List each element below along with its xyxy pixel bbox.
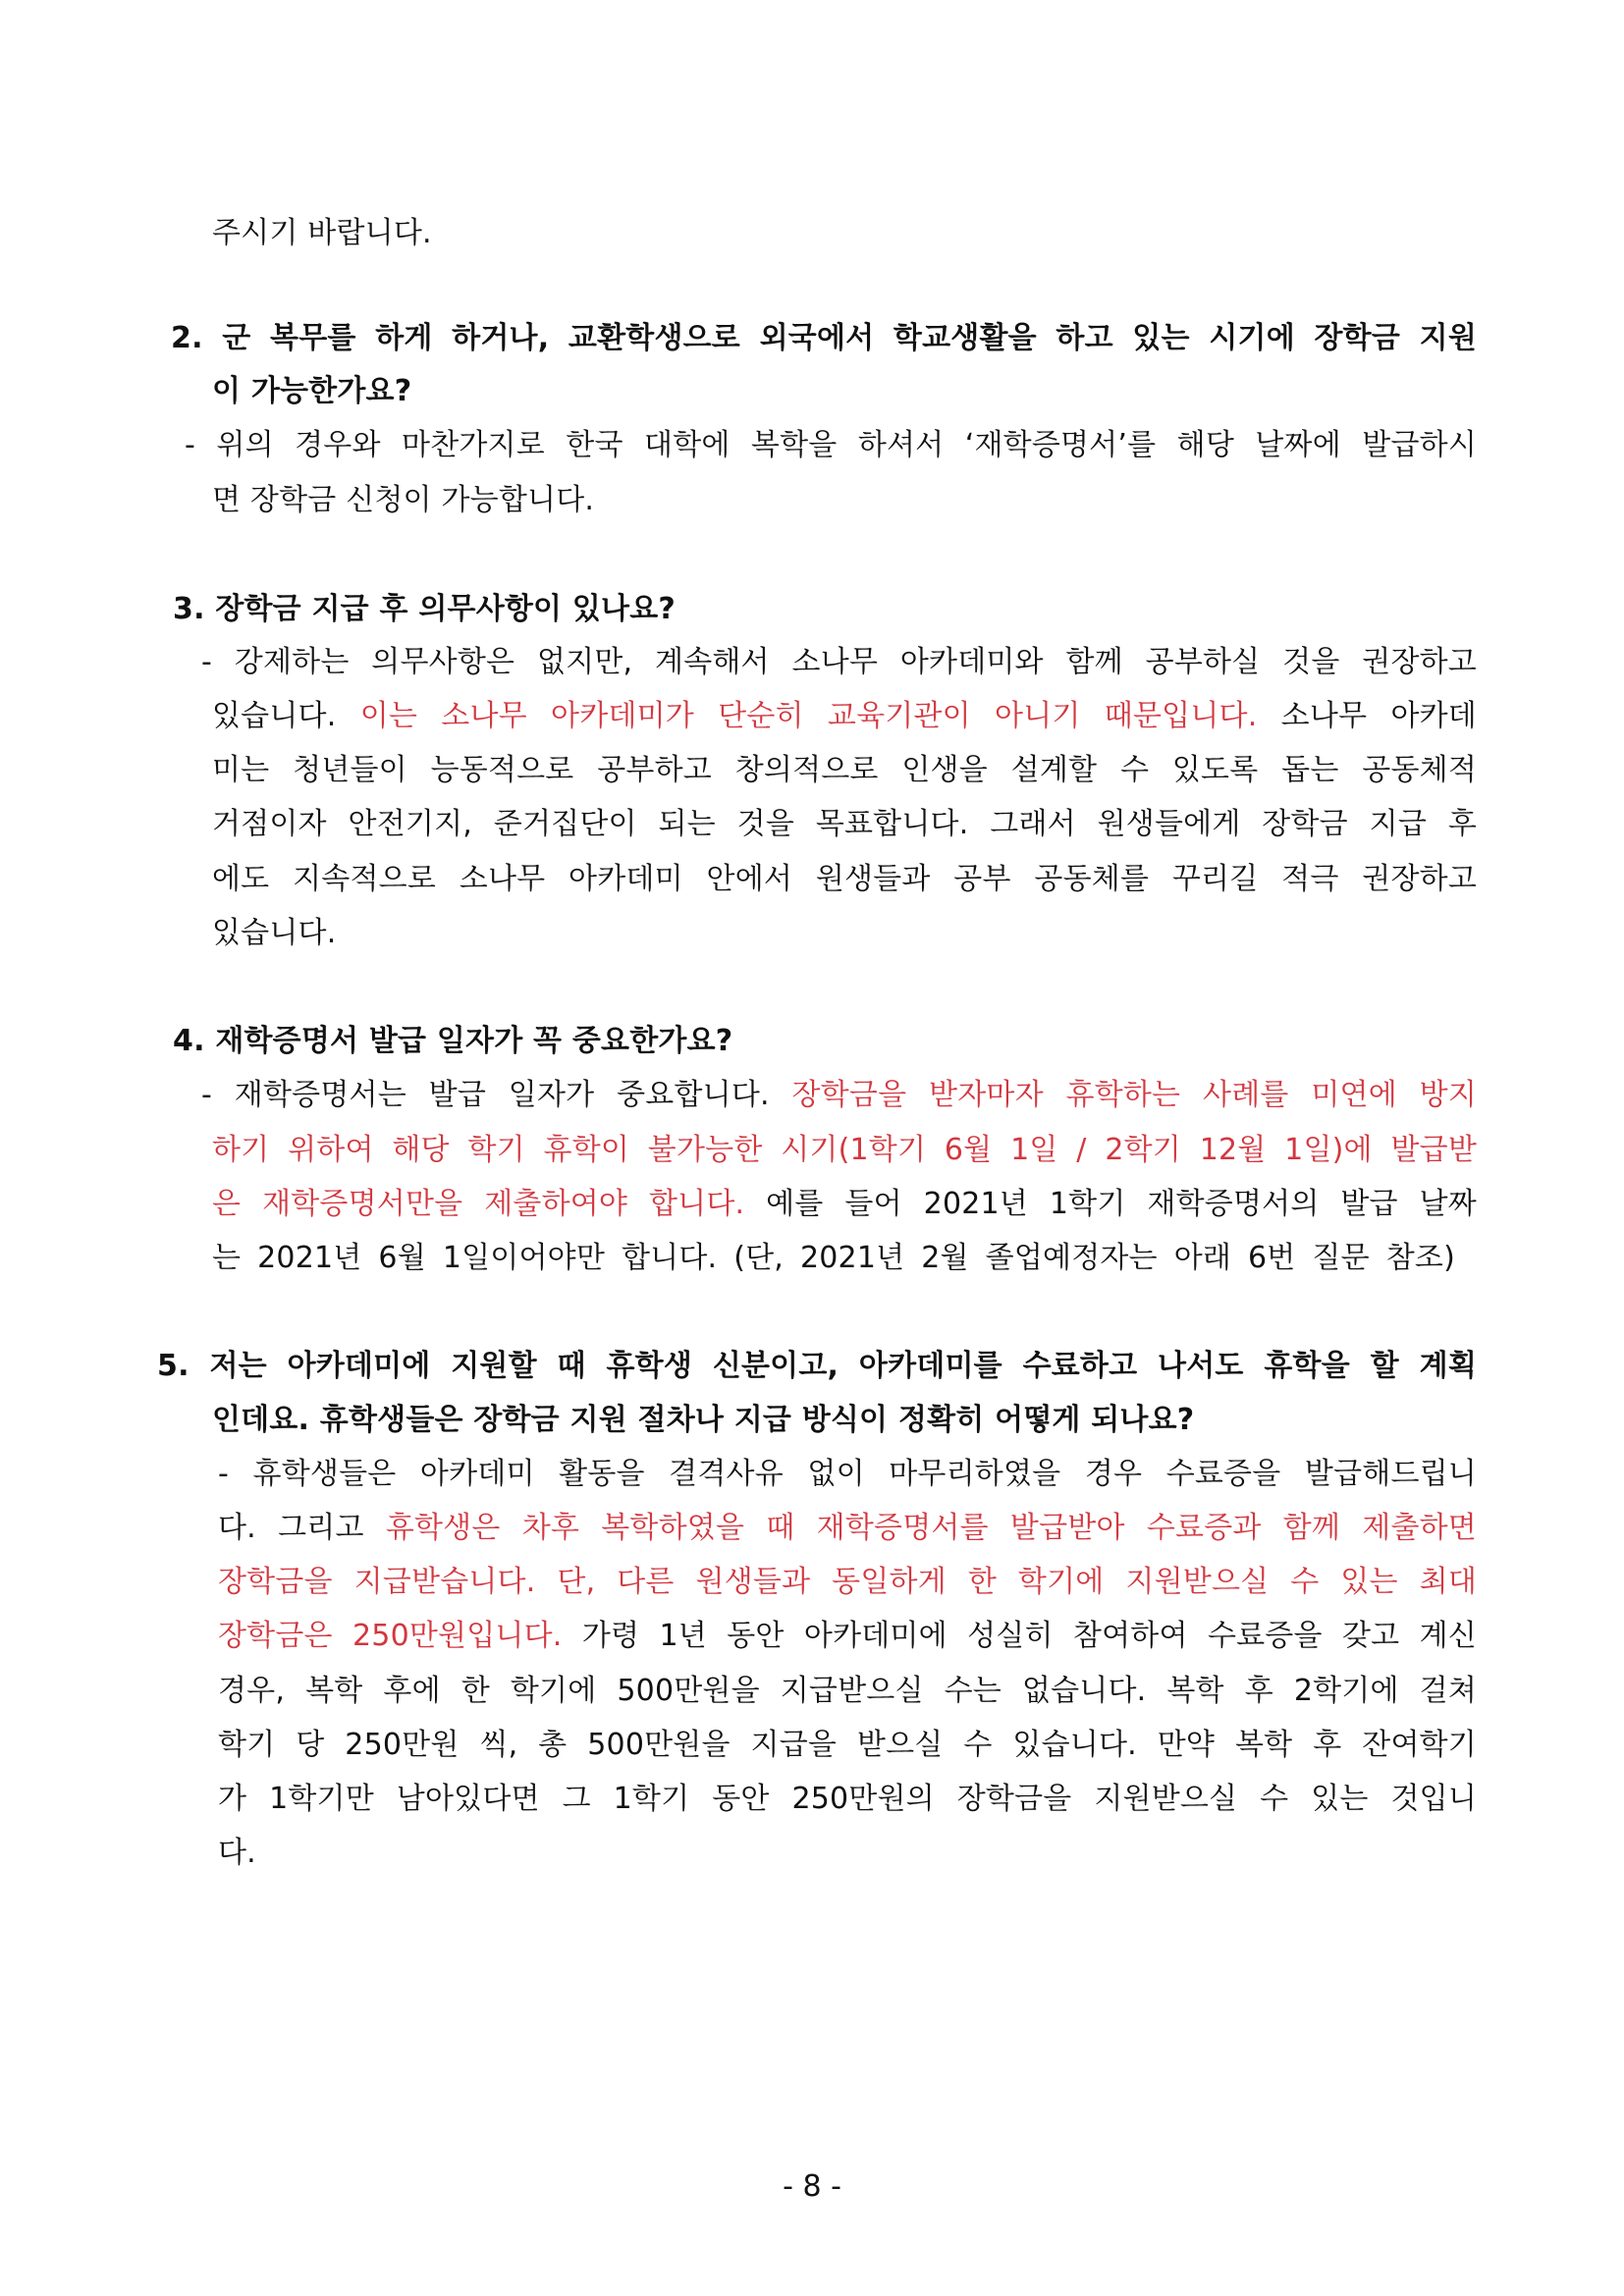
highlighted-text: 휴학생은 차후 복학하였을 때 재학증명서를 발급받아 수료증과 함께 제출하면 xyxy=(385,1511,1477,1545)
answer-5-line-8 xyxy=(218,1834,256,1873)
answer-5-line-5 xyxy=(218,1672,1477,1711)
page-number: - 8 - xyxy=(783,2169,841,2204)
answer-3-line-4 xyxy=(212,805,1477,844)
answer-4-line-4 xyxy=(212,1239,1455,1278)
body-text: 미는 청년들이 능동적으로 공부하고 창의적으로 인생을 설계할 수 있도록 돕는 공동체적 xyxy=(212,753,1477,787)
question-4: 4. 재학증명서 발급 일자가 꼭 중요한가요? xyxy=(173,1024,733,1058)
answer-4-line-2 xyxy=(212,1131,1477,1170)
answer-5-line-4 xyxy=(218,1617,1477,1656)
highlighted-text: 장학금을 받자마자 휴학하는 사례를 미연에 방지 xyxy=(791,1078,1478,1112)
answer-2-line-1 xyxy=(185,426,1477,465)
body-text: 는 2021년 6월 1일이어야만 합니다. (단, 2021년 2월 졸업예정자는 아래 6번 질문 참조) xyxy=(212,1241,1455,1275)
body-text: 있습니다. xyxy=(212,699,360,733)
answer-3-line-2 xyxy=(212,697,1477,736)
answer-5-line-3 xyxy=(218,1563,1477,1602)
body-text: - 위의 경우와 마찬가지로 한국 대학에 복학을 하셔서 ‘재학증명서’를 해당 날짜에 발급하시 xyxy=(185,428,1477,462)
body-text: 소나무 아카데 xyxy=(1257,699,1477,733)
answer-3-line-3 xyxy=(212,751,1477,790)
answer-5-line-7 xyxy=(218,1780,1477,1819)
answer-3-line-5 xyxy=(212,860,1477,899)
continuation-text: 주시기 바랍니다. xyxy=(212,216,432,250)
body-text: 면 장학금 신청이 가능합니다. xyxy=(212,483,595,517)
body-text: 가령 1년 동안 아카데미에 성실히 참여하여 수료증을 갖고 계신 xyxy=(562,1619,1477,1653)
question-5-line-1: 5. 저는 아카데미에 지원할 때 휴학생 신분이고, 아카데미를 수료하고 나서도 휴학을 할 계획 xyxy=(157,1349,1477,1383)
highlighted-text: 하기 위하여 해당 학기 휴학이 불가능한 시기(1학기 6월 1일 / 2학기 12월 1일)에 발급받 xyxy=(212,1133,1477,1167)
highlighted-text: 은 재학증명서만을 제출하여야 합니다. xyxy=(212,1187,745,1221)
highlighted-text: 이는 소나무 아카데미가 단순히 교육기관이 아니기 때문입니다. xyxy=(359,699,1258,733)
answer-5-line-1 xyxy=(218,1455,1477,1494)
answer-3-line-6 xyxy=(212,914,336,953)
question-2-line-1: 2. 군 복무를 하게 하거나, 교환학생으로 외국에서 학교생활을 하고 있는 시기에 장학금 지원 xyxy=(171,321,1477,355)
body-text: - 강제하는 의무사항은 없지만, 계속해서 소나무 아카데미와 함께 공부하실 것을 권장하고 xyxy=(201,645,1477,679)
answer-4-line-3 xyxy=(212,1185,1477,1224)
body-text: 예를 들어 2021년 1학기 재학증명서의 발급 날짜 xyxy=(744,1187,1477,1221)
body-text: - 재학증명서는 발급 일자가 중요합니다. xyxy=(201,1078,792,1112)
body-text: 경우, 복학 후에 한 학기에 500만원을 지급받으실 수는 없습니다. 복학 후 2학기에 걸쳐 xyxy=(218,1674,1477,1708)
body-text: - 휴학생들은 아카데미 활동을 결격사유 없이 마무리하였을 경우 수료증을 발급해드립니 xyxy=(218,1457,1477,1491)
answer-4-line-1 xyxy=(201,1076,1477,1115)
answer-5-line-6 xyxy=(218,1726,1477,1765)
question-2-line-2: 이 가능한가요? xyxy=(212,374,412,408)
question-3: 3. 장학금 지급 후 의무사항이 있나요? xyxy=(173,592,677,626)
body-text: 학기 당 250만원 씩, 총 500만원을 지급을 받으실 수 있습니다. 만약 복학 후 잔여학기 xyxy=(218,1728,1477,1762)
highlighted-text: 장학금은 250만원입니다. xyxy=(218,1619,563,1653)
body-text: 있습니다. xyxy=(212,916,337,950)
highlighted-text: 장학금을 지급받습니다. 단, 다른 원생들과 동일하게 한 학기에 지원받으실 수 있는 최대 xyxy=(218,1565,1477,1599)
body-text: 거점이자 안전기지, 준거집단이 되는 것을 목표합니다. 그래서 원생들에게 장학금 지급 후 xyxy=(212,807,1477,841)
body-text: 다. 그리고 xyxy=(218,1511,386,1545)
body-text: 에도 지속적으로 소나무 아카데미 안에서 원생들과 공부 공동체를 꾸리길 적극 권장하고 xyxy=(212,862,1477,896)
answer-5-line-2 xyxy=(218,1509,1477,1548)
body-text: 다. xyxy=(218,1836,256,1870)
question-5-line-2: 인데요. 휴학생들은 장학금 지원 절차나 지급 방식이 정확히 어떻게 되나요? xyxy=(212,1403,1195,1437)
answer-3-line-1 xyxy=(201,643,1477,682)
answer-2-line-2 xyxy=(212,481,594,520)
body-text: 가 1학기만 남아있다면 그 1학기 동안 250만원의 장학금을 지원받으실 수 있는 것입니 xyxy=(218,1782,1477,1816)
